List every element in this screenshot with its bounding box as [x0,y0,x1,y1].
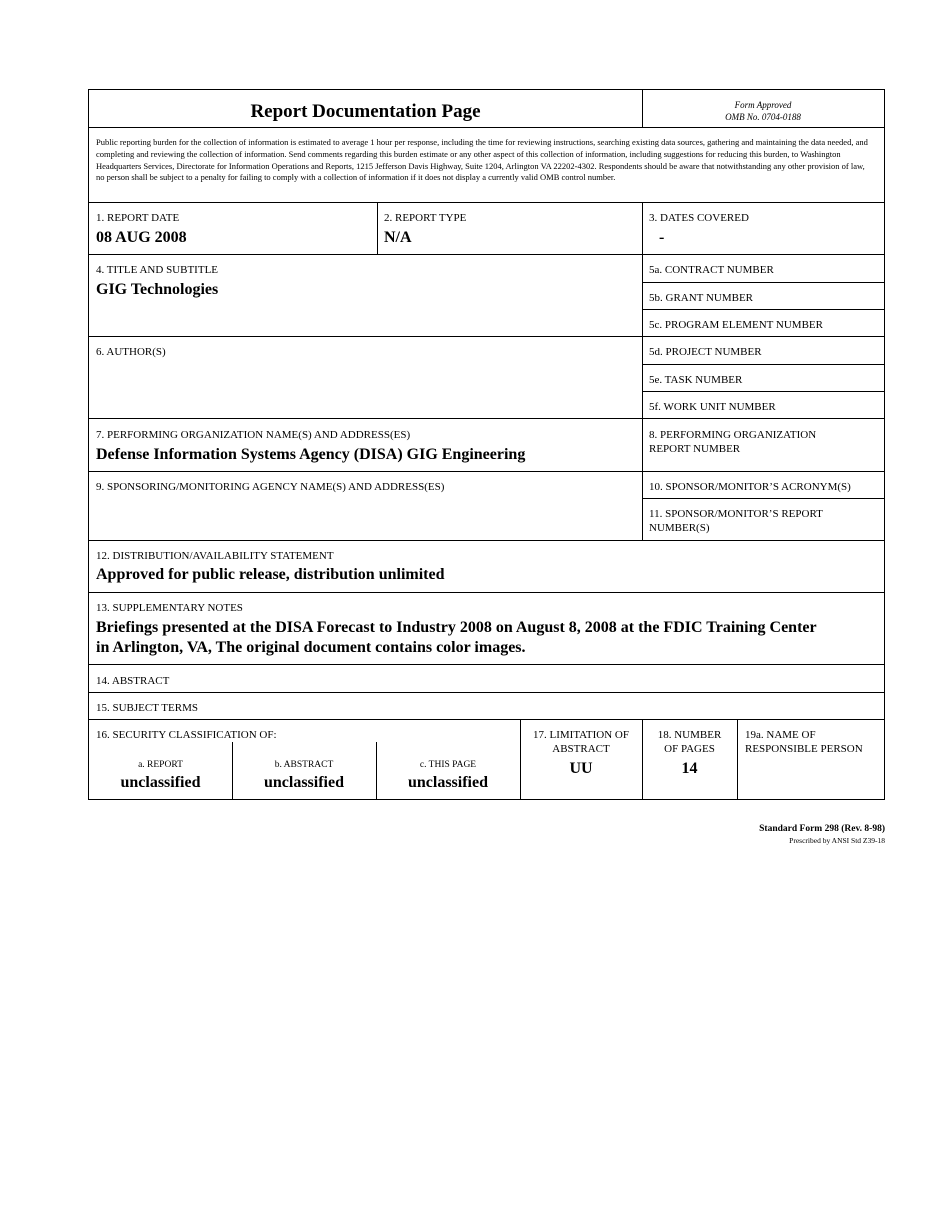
burden-statement: Public reporting burden for the collection of information is estimated to average 1 hour per response, including the time for reviewing instructions, searching existing data sources, gathering and maintaining the data needed, and completing and reviewing the collection of information. Send comments regarding this burden estimate or any other aspect of this collection of information, including suggestions for reducing this burden, to Washington Headquarters Services, Directorate for Information Operations and Reports, 1215 Jefferson Davis Highway, Suite 1204, Arlington VA 22202-4302. Respondents should be aware that notwithstanding any other provision of law, no person shall be subject to a penalty for failing to comply with a collection of information if it does not display a currently valid OMB control number. [96,137,868,183]
supplementary-line-2: in Arlington, VA, The original document contains color images. [96,639,526,656]
divider [89,692,884,693]
divider [642,282,884,283]
performing-org-value: Defense Information Systems Agency (DISA) GIG Engineering [96,446,526,463]
divider [89,540,884,541]
number-of-pages-label-2: OF PAGES [664,743,715,755]
sponsoring-agency-label: 9. SPONSORING/MONITORING AGENCY NAME(S) AND ADDRESS(ES) [96,481,445,493]
supplementary-line-1: Briefings presented at the DISA Forecast to Industry 2008 on August 8, 2008 at the FDIC Training Center [96,619,817,636]
title-subtitle-value: GIG Technologies [96,281,219,298]
report-documentation-form [88,89,885,800]
performing-report-label: 8. PERFORMING ORGANIZATION [649,429,817,441]
divider [89,418,884,419]
dates-covered-label: 3. DATES COVERED [649,212,749,224]
divider [89,127,884,128]
classification-report-value: unclassified [120,774,201,791]
responsible-person-label-2: RESPONSIBLE PERSON [745,743,863,755]
divider [642,364,884,365]
contract-number-label: 5a. CONTRACT NUMBER [649,264,774,276]
classification-abstract-label: b. ABSTRACT [274,760,334,770]
divider [377,202,378,254]
sponsor-report-label: 11. SPONSOR/MONITOR’S REPORT [649,508,823,520]
divider [89,719,884,720]
limitation-label-2: ABSTRACT [552,743,610,755]
divider [642,309,884,310]
sponsor-acronym-label: 10. SPONSOR/MONITOR’S ACRONYM(S) [649,481,851,493]
performing-org-label: 7. PERFORMING ORGANIZATION NAME(S) AND ADDRESS(ES) [96,429,411,441]
security-classification-label: 16. SECURITY CLASSIFICATION OF: [96,729,277,741]
responsible-person-label: 19a. NAME OF [745,729,816,741]
task-number-label: 5e. TASK NUMBER [649,374,743,386]
divider [642,391,884,392]
classification-this-page-label: c. THIS PAGE [419,760,477,770]
authors-label: 6. AUTHOR(S) [96,346,166,358]
report-type-label: 2. REPORT TYPE [384,212,467,224]
divider [737,719,738,799]
report-date-label: 1. REPORT DATE [96,212,180,224]
title-subtitle-label: 4. TITLE AND SUBTITLE [96,264,219,276]
divider [89,664,884,665]
number-of-pages-value: 14 [681,760,698,777]
subject-terms-label: 15. SUBJECT TERMS [96,702,198,714]
project-number-label: 5d. PROJECT NUMBER [649,346,762,358]
divider [89,254,884,255]
standard-form-label: Standard Form 298 (Rev. 8-98) [759,824,885,834]
classification-this-page-value: unclassified [407,774,488,791]
distribution-value: Approved for public release, distribution unlimited [96,566,445,583]
program-element-label: 5c. PROGRAM ELEMENT NUMBER [649,319,823,331]
distribution-label: 12. DISTRIBUTION/AVAILABILITY STATEMENT [96,550,334,562]
divider [89,336,884,337]
limitation-label: 17. LIMITATION OF [533,729,629,741]
divider [89,592,884,593]
divider [642,202,643,540]
performing-report-label-2: REPORT NUMBER [649,443,741,455]
supplementary-label: 13. SUPPLEMENTARY NOTES [96,602,243,614]
report-type-value: N/A [384,229,412,246]
form-approved-label: Form Approved [734,100,792,110]
classification-report-label: a. REPORT [138,760,183,770]
prescribed-label: Prescribed by ANSI Std Z39-18 [789,836,885,845]
report-date-value: 08 AUG 2008 [96,229,187,246]
divider [642,498,884,499]
form-title: Report Documentation Page [250,101,481,122]
divider [89,471,884,472]
work-unit-label: 5f. WORK UNIT NUMBER [649,401,776,413]
number-of-pages-label: 18. NUMBER [657,729,722,741]
dates-covered-value: - [659,229,665,246]
omb-number: OMB No. 0704-0188 [725,112,801,122]
grant-number-label: 5b. GRANT NUMBER [649,292,754,304]
abstract-label: 14. ABSTRACT [96,675,170,687]
limitation-value: UU [569,760,593,777]
sponsor-report-label-2: NUMBER(S) [649,522,710,534]
classification-abstract-value: unclassified [263,774,344,791]
divider [89,202,884,203]
